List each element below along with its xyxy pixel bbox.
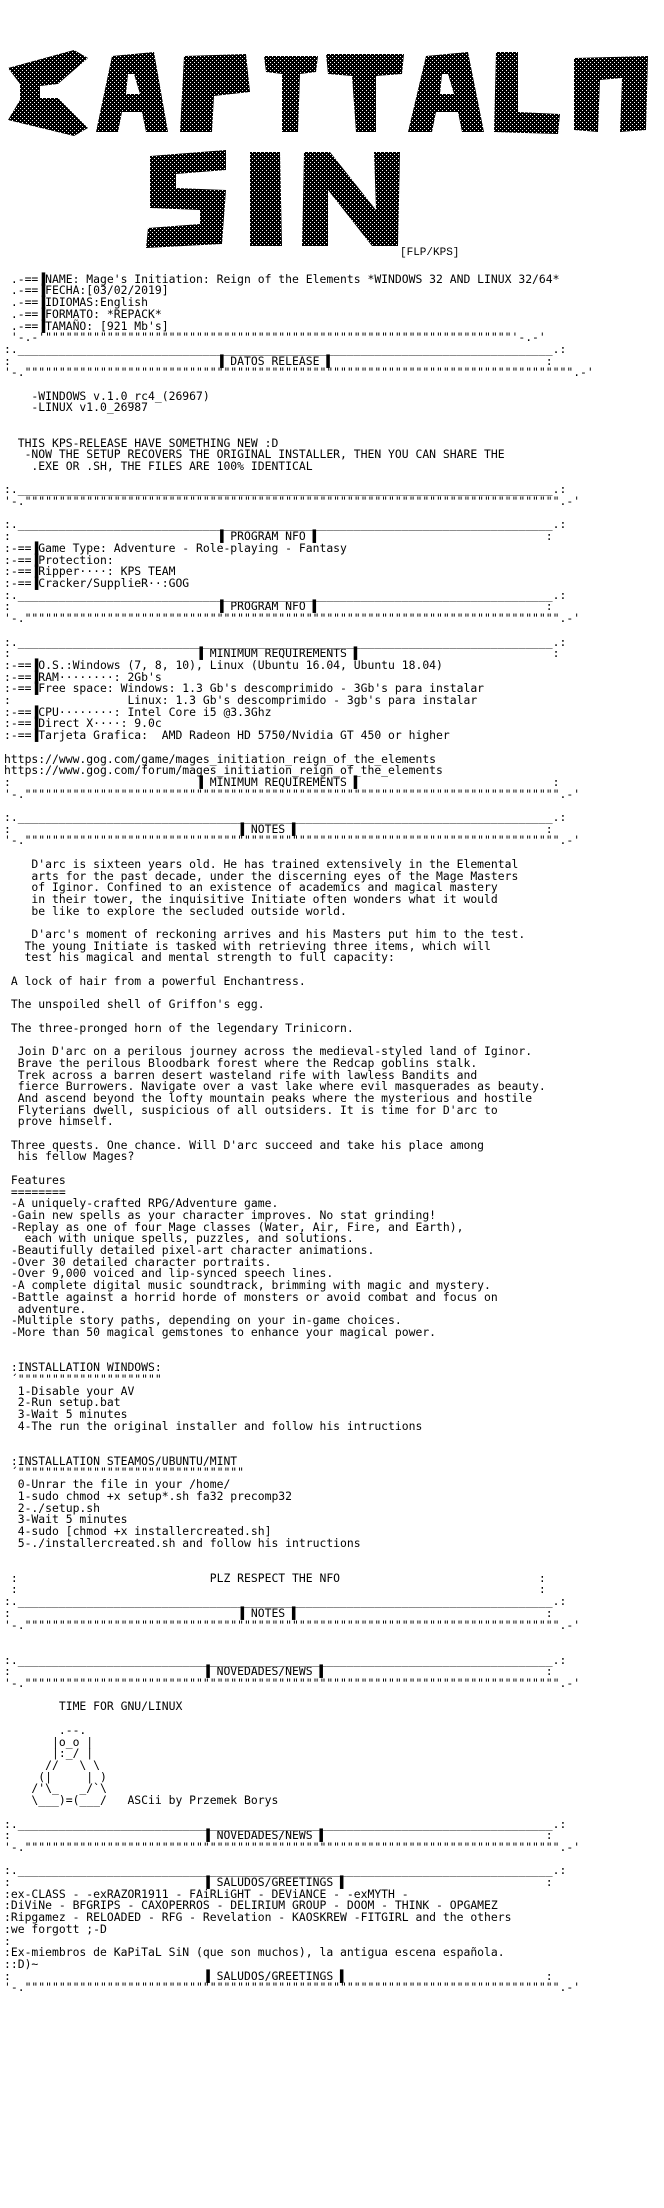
nfo-line: D'arc's moment of reckoning arrives and his Masters put him to the test. — [4, 927, 526, 942]
nfo-line: '-."""""""""""""""""""""""""""""""""""""""""""""""""""""""""""""""""""""""""""""".-' — [4, 494, 581, 509]
nfo-line: :-==▐Direct X····: 9.0c — [4, 716, 162, 731]
nfo-line: /'\_ _/`\ — [4, 1781, 107, 1796]
nfo-line: 1-sudo chmod +x setup*.sh fa32 precomp32 — [4, 1488, 293, 1503]
nfo-line: : : — [4, 1582, 546, 1597]
nfo-line: test his magical and mental strength to full capacity: — [4, 950, 395, 965]
nfo-line: -Beautifully detailed pixel-art character animations. — [4, 1243, 375, 1258]
nfo-line: |o_o | — [4, 1734, 94, 1749]
nfo-line: :-==▐Ripper····: KPS TEAM — [4, 564, 176, 579]
nfo-line: ::D)~ — [4, 1956, 39, 1971]
nfo-line: Brave the perilous Bloodbark forest where the Redcap goblins stalk. — [4, 1055, 478, 1070]
nfo-line: -A uniquely-crafted RPG/Adventure game. — [4, 1196, 279, 1211]
nfo-line: The young Initiate is tasked with retrieving three items, which will — [4, 938, 491, 953]
nfo-line: : ▐ NOTES ▌ : — [4, 1605, 553, 1620]
nfo-line: ´""""""""""""""""""""" — [4, 1371, 162, 1386]
nfo-line: :.______________________________________________________________________________.: — [4, 1816, 567, 1831]
nfo-line: :-==▐Free space: Windows: 1.3 Gb's descomprimido - 3Gb's para instalar — [4, 681, 485, 696]
nfo-line: :-==▐Tarjeta Grafica: AMD Radeon HD 5750/Nvidia GT 450 or higher — [4, 728, 450, 743]
nfo-line: 3-Wait 5 minutes — [4, 1406, 128, 1421]
nfo-line: D'arc is sixteen years old. He has trained extensively in the Elemental — [4, 856, 519, 871]
nfo-line: 4-The run the original installer and follow his intructions — [4, 1418, 423, 1433]
nfo-line: Join D'arc on a perilous journey across the medieval-styled land of Iginor. — [4, 1044, 533, 1059]
nfo-line: 2-Run setup.bat — [4, 1395, 121, 1410]
nfo-line: arts for the past decade, under the discerning eyes of the Mage Masters — [4, 868, 519, 883]
nfo-line: '-."""""""""""""""""""""""""""""""""""""""""""""""""""""""""""""""""""""""""""""""".-' — [4, 365, 594, 380]
nfo-line: : ▐ DATOS RELEASE ▌ : — [4, 353, 553, 368]
nfo-line: :ex-CLASS - -exRAZOR1911 - FAiRLiGHT - DEViANCE - -exMYTH - — [4, 1886, 409, 1901]
logo-letter-i — [264, 56, 318, 132]
nfo-line: 2-./setup.sh — [4, 1500, 101, 1515]
nfo-line: :.______________________________________________________________________________.: — [4, 587, 567, 602]
nfo-line: 5-./installercreated.sh and follow his intructions — [4, 1535, 361, 1550]
nfo-line: A lock of hair from a powerful Enchantress. — [4, 973, 306, 988]
nfo-line: :-==▐Cracker/SupplieR··:GOG — [4, 575, 190, 590]
nfo-line: '-."""""""""""""""""""""""""""""""""""""""""""""""""""""""""""""""""""""""""""""".-' — [4, 1617, 581, 1632]
nfo-line: '-."""""""""""""""""""""""""""""""""""""""""""""""""""""""""""""""""""""""""""""".-' — [4, 1676, 581, 1691]
nfo-line: :-==▐Protection: — [4, 552, 114, 567]
nfo-line: And ascend beyond the lofty mountain peaks where the mysterious and hostile — [4, 1090, 533, 1105]
logo-letter-n — [302, 152, 400, 246]
nfo-line: : ▐ MINIMUM REQUIREMENTS ▌ : — [4, 646, 560, 661]
nfo-line: :.______________________________________________________________________________.: — [4, 1594, 567, 1609]
nfo-line: :-==▐CPU········: Intel Core i5 @3.3Ghz — [4, 704, 272, 719]
nfo-line: '-."""""""""""""""""""""""""""""""""""""""""""""""""""""""""""""""""""""""""""""".-' — [4, 1980, 581, 1995]
nfo-line: :-==▐RAM········: 2Gb's — [4, 669, 162, 684]
nfo-line: -Battle against a horrid horde of monsters or avoid combat and focus on — [4, 1289, 498, 1304]
nfo-line: 0-Unrar the file in your /home/ — [4, 1477, 231, 1492]
nfo-line: : ▐ NOVEDADES/NEWS ▌ : — [4, 1664, 553, 1679]
nfo-line: (| | ) — [4, 1769, 107, 1784]
nfo-line: : ▐ SALUDOS/GREETINGS ▌ : — [4, 1968, 553, 1983]
nfo-line: :.______________________________________________________________________________.: — [4, 1863, 567, 1878]
logo-letter-p — [180, 54, 250, 132]
nfo-line: :INSTALLATION WINDOWS: — [4, 1360, 162, 1375]
nfo-line: '-.-'""""""""""""""""""""""""""""""""""""""""""""""""""""""""""""""""""""'-.-' — [4, 330, 546, 345]
nfo-line: -Over 9,000 voiced and lip-synced speech lines. — [4, 1266, 334, 1281]
logo-letter-a — [96, 52, 168, 132]
nfo-line: |:_/ | — [4, 1746, 94, 1761]
kapital-sin-logo — [0, 0, 664, 260]
nfo-line: each with unique spells, puzzles, and solutions. — [4, 1231, 354, 1246]
nfo-line: '-."""""""""""""""""""""""""""""""""""""""""""""""""""""""""""""""""""""""""""""".-' — [4, 611, 581, 626]
nfo-line: ======== — [4, 1184, 66, 1199]
nfo-line: \___)=(___/ ASCii by Przemek Borys — [4, 1793, 279, 1808]
nfo-line: Flyterians dwell, suspicious of all outsiders. It is time for D'arc to — [4, 1102, 498, 1117]
nfo-line: -Gain new spells as your character improves. No stat grinding! — [4, 1207, 437, 1222]
logo-letter-i2 — [250, 152, 282, 246]
nfo-line: .-==▐FORMATO: *REPACK* — [4, 306, 162, 321]
nfo-line: -NOW THE SETUP RECOVERS THE ORIGINAL INSTALLER, THEN YOU CAN SHARE THE — [4, 447, 505, 462]
nfo-line: fierce Burrowers. Navigate over a vast lake where evil masquerades as beauty. — [4, 1079, 546, 1094]
nfo-line: 1-Disable your AV — [4, 1383, 135, 1398]
nfo-line: -Over 30 detailed character portraits. — [4, 1254, 272, 1269]
nfo-line: in their tower, the inquisitive Initiate often wonders what it would — [4, 891, 498, 906]
nfo-line: .EXE OR .SH, THE FILES ARE 100% IDENTICAL — [4, 458, 313, 473]
nfo-line: TIME FOR GNU/LINUX — [4, 1699, 183, 1714]
nfo-line: :Ex-miembros de KaPiTaL SiN (que son muchos), la antigua escena española. — [4, 1945, 505, 1960]
nfo-line: prove himself. — [4, 1114, 114, 1129]
logo-letter-s — [146, 150, 226, 248]
nfo-line: : ▐ PROGRAM NFO ▌ : — [4, 529, 553, 544]
nfo-line: : ▐ SALUDOS/GREETINGS ▌ : — [4, 1875, 553, 1890]
nfo-line: -A complete digital music soundtrack, brimming with magic and mystery. — [4, 1278, 491, 1293]
group-tag: [FLP/KPS] — [400, 247, 460, 259]
nfo-line: :.______________________________________________________________________________.: — [4, 634, 567, 649]
nfo-line: .--. — [4, 1722, 87, 1737]
nfo-line: of Iginor. Confined to an existence of academics and magical mastery — [4, 880, 498, 895]
nfo-line: :-==▐O.S.:Windows (7, 8, 10), Linux (Ubuntu 16.04, Ubuntu 18.04) — [4, 657, 443, 672]
nfo-line: -More than 50 magical gemstones to enhance your magical power. — [4, 1324, 437, 1339]
nfo-line: '-."""""""""""""""""""""""""""""""""""""""""""""""""""""""""""""""""""""""""""""".-' — [4, 833, 581, 848]
nfo-line: '-."""""""""""""""""""""""""""""""""""""""""""""""""""""""""""""""""""""""""""""".-' — [4, 1839, 581, 1854]
nfo-line: :-==▐Game Type: Adventure - Role-playing - Fantasy — [4, 540, 347, 555]
nfo-line: :.______________________________________________________________________________.: — [4, 810, 567, 825]
nfo-line: 3-Wait 5 minutes — [4, 1512, 128, 1527]
nfo-line: '-."""""""""""""""""""""""""""""""""""""""""""""""""""""""""""""""""""""""""""""".-' — [4, 786, 581, 801]
logo-letter-k — [8, 50, 88, 136]
nfo-line: -WINDOWS v.1.0_rc4_(26967) — [4, 388, 210, 403]
nfo-line: : ▐ NOVEDADES/NEWS ▌ : — [4, 1828, 553, 1843]
nfo-line: :we forgott ;-D — [4, 1921, 107, 1936]
nfo-line: -Replay as one of four Mage classes (Water, Air, Fire, and Earth), — [4, 1219, 464, 1234]
nfo-line: .-==▐TAMAÑO: [921 Mb's] — [4, 318, 169, 333]
nfo-line: The three-pronged horn of the legendary Trinicorn. — [4, 1020, 354, 1035]
logo-flourish — [574, 56, 648, 132]
nfo-line: : — [4, 1933, 11, 1948]
nfo-line: -Multiple story paths, depending on your in-game choices. — [4, 1313, 402, 1328]
nfo-line: :INSTALLATION STEAMOS/UBUNTU/MINT — [4, 1453, 238, 1468]
nfo-line: : ▐ PROGRAM NFO ▌ : — [4, 599, 553, 614]
nfo-line: Three quests. One chance. Will D'arc succeed and take his place among — [4, 1137, 485, 1152]
nfo-line: 4-sudo [chmod +x installercreated.sh] — [4, 1523, 272, 1538]
nfo-text-body — [4, 262, 660, 2202]
nfo-line: .-==▐NAME: Mage's Initiation: Reign of the Elements *WINDOWS 32 AND LINUX 32/64* — [4, 271, 560, 286]
nfo-line: -LINUX v1.0_26987 — [4, 400, 149, 415]
nfo-line: Features — [4, 1172, 66, 1187]
logo-letter-t — [326, 54, 404, 132]
nfo-line: ´""""""""""""""""""""""""""""""""" — [4, 1465, 245, 1480]
logo-letter-l — [494, 52, 560, 134]
nfo-line: be like to explore the secluded outside world. — [4, 903, 347, 918]
nfo-line: adventure. — [4, 1301, 87, 1316]
nfo-line: :Ripgamez - RELOADED - RFG - Revelation - KAOSKREW -FITGIRL and the others — [4, 1910, 512, 1925]
nfo-line: : Linux: 1.3 Gb's descomprimido - 3gb's para instalar — [4, 693, 478, 708]
nfo-line: :.______________________________________________________________________________.: — [4, 482, 567, 497]
nfo-line: .-==▐FECHA:[03/02/2019] — [4, 283, 169, 298]
nfo-line: // \ \ — [4, 1758, 101, 1772]
nfo-line: THIS KPS-RELEASE HAVE SOMETHING NEW :D — [4, 435, 279, 450]
nfo-line: his fellow Mages? — [4, 1149, 135, 1164]
nfo-line: :.______________________________________________________________________________.: — [4, 1652, 567, 1667]
nfo-line: : PLZ RESPECT THE NFO : — [4, 1570, 546, 1585]
nfo-line: :.______________________________________________________________________________.: — [4, 341, 567, 356]
nfo-line: : ▐ NOTES ▌ : — [4, 821, 553, 836]
nfo-line[interactable]: https://www.gog.com/game/mages_initiation_reign_of_the_elements — [4, 751, 437, 766]
nfo-line: .-==▐IDIOMAS:English — [4, 295, 149, 310]
nfo-line: :.______________________________________________________________________________.: — [4, 517, 567, 532]
logo-letter-a2 — [408, 52, 484, 132]
nfo-line: The unspoiled shell of Griffon's egg. — [4, 997, 265, 1012]
nfo-line: :DiViNe - BFGRIPS - CAXOPERROS - DELIRIUM GROUP - DOOM - THINK - OPGAMEZ — [4, 1898, 498, 1913]
nfo-line: Trek across a barren desert wasteland rife with lawless Bandits and — [4, 1067, 478, 1082]
nfo-line: : ▐ MINIMUM REQUIREMENTS ▌ : — [4, 774, 560, 789]
nfo-line[interactable]: https://www.gog.com/forum/mages_initiation_reign_of_the_elements — [4, 763, 443, 778]
